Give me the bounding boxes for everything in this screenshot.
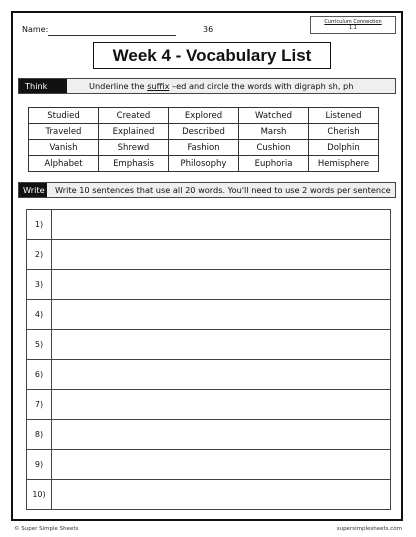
vocab-row [29, 124, 379, 140]
vocab-word: Hemisphere [309, 156, 379, 172]
suffix-word: suffix [147, 81, 170, 91]
vocab-word: Euphoria [239, 156, 309, 172]
vocab-word: Traveled [29, 124, 99, 140]
line-number: 9) [27, 450, 52, 480]
vocab-word: Dolphin [309, 140, 379, 156]
sentence-line [27, 330, 391, 360]
write-tag: Write [19, 183, 47, 197]
vocab-word: Philosophy [169, 156, 239, 172]
curriculum-value: 1.1 [349, 25, 357, 31]
sentence-answer-space[interactable] [52, 390, 391, 420]
sentence-line [27, 270, 391, 300]
sentence-answer-space[interactable] [52, 420, 391, 450]
line-number: 3) [27, 270, 52, 300]
sentence-answer-space[interactable] [52, 210, 391, 240]
sentence-answer-space[interactable] [52, 480, 391, 510]
vocab-word: Emphasis [99, 156, 169, 172]
vocab-word: Explained [99, 124, 169, 140]
sentence-line [27, 360, 391, 390]
line-number: 5) [27, 330, 52, 360]
vocab-word: Studied [29, 108, 99, 124]
line-number: 4) [27, 300, 52, 330]
write-instruction-bar [18, 182, 396, 198]
curriculum-label: Curriculum Connection [324, 19, 382, 25]
line-number: 10) [27, 480, 52, 510]
sentence-lines-table [26, 209, 391, 510]
vocab-word: Created [99, 108, 169, 124]
sentence-line [27, 450, 391, 480]
vocab-word: Alphabet [29, 156, 99, 172]
vocab-row [29, 108, 379, 124]
line-number: 2) [27, 240, 52, 270]
vocabulary-table [28, 107, 379, 172]
sentence-answer-space[interactable] [52, 450, 391, 480]
vocab-word: Listened [309, 108, 379, 124]
sentence-answer-space[interactable] [52, 240, 391, 270]
name-label: Name: [22, 25, 49, 34]
vocab-word: Watched [239, 108, 309, 124]
sentence-answer-space[interactable] [52, 360, 391, 390]
line-number: 8) [27, 420, 52, 450]
vocab-word: Shrewd [99, 140, 169, 156]
curriculum-connection-box [310, 16, 396, 34]
page-number: 36 [203, 25, 214, 34]
sentence-answer-space[interactable] [52, 330, 391, 360]
name-line[interactable] [48, 35, 176, 36]
footer-copyright: © Super Simple Sheets [14, 526, 79, 532]
write-instruction: Write 10 sentences that use all 20 words. You'll need to use 2 words per sentence [55, 185, 391, 195]
line-number: 1) [27, 210, 52, 240]
sentence-line [27, 210, 391, 240]
sentence-answer-space[interactable] [52, 270, 391, 300]
vocab-word: Marsh [239, 124, 309, 140]
think-instruction: Underline the suffix –ed and circle the words with digraph sh, ph [89, 81, 354, 91]
sentence-line [27, 300, 391, 330]
name-field[interactable] [22, 25, 48, 34]
vocab-word: Fashion [169, 140, 239, 156]
vocab-word: Vanish [29, 140, 99, 156]
sentence-line [27, 420, 391, 450]
footer-website[interactable]: supersimplesheets.com [336, 526, 402, 532]
vocab-row [29, 156, 379, 172]
page-title: Week 4 - Vocabulary List [93, 42, 331, 69]
vocab-word: Explored [169, 108, 239, 124]
line-number: 6) [27, 360, 52, 390]
think-instruction-bar [18, 78, 396, 94]
sentence-line [27, 240, 391, 270]
line-number: 7) [27, 390, 52, 420]
vocab-word: Cushion [239, 140, 309, 156]
sentence-line [27, 390, 391, 420]
vocab-row [29, 140, 379, 156]
think-tag: Think [19, 79, 67, 93]
vocab-word: Cherish [309, 124, 379, 140]
vocab-word: Described [169, 124, 239, 140]
sentence-answer-space[interactable] [52, 300, 391, 330]
sentence-line [27, 480, 391, 510]
